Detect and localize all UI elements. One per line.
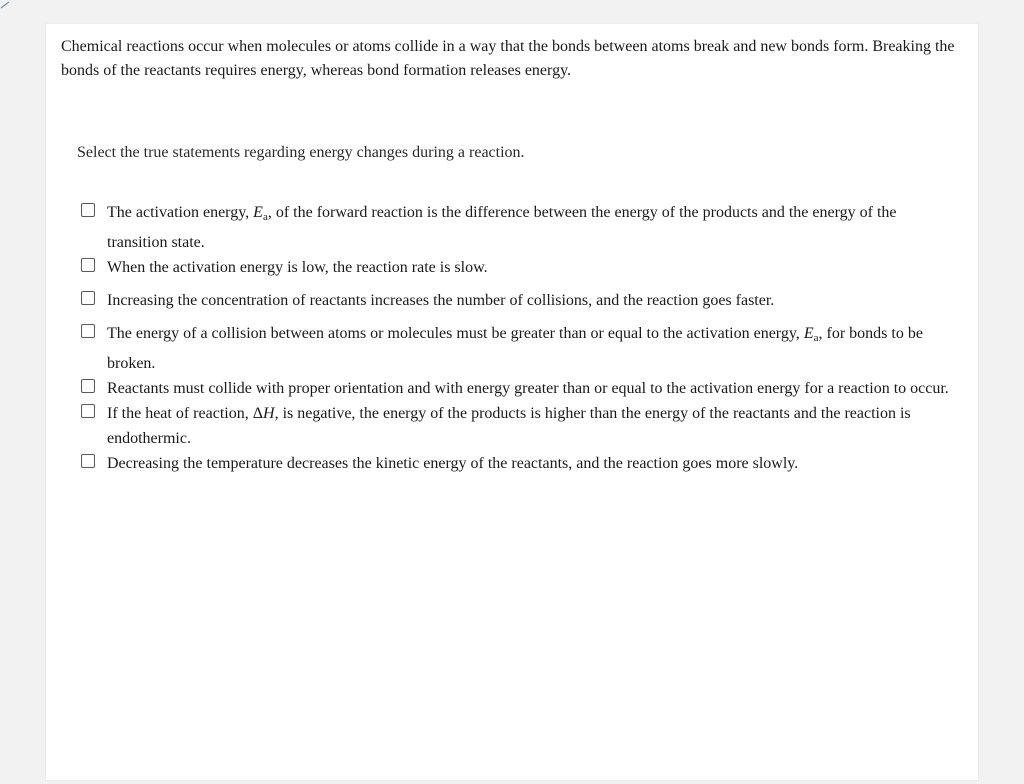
answer-options [80,200,950,484]
question-card [46,24,978,780]
checkbox[interactable] [81,404,95,418]
option-temperature[interactable] [80,451,950,476]
option-text: If the heat of reaction, ΔH, is negative, the energy of the products is higher than the energy of the reactants and the reaction is endothermic. [107,405,911,447]
option-text: Decreasing the temperature decreases the kinetic energy of the reactants, and the reaction goes more slowly. [107,455,799,472]
option-text: Increasing the concentration of reactants increases the number of collisions, and the reaction goes faster. [107,292,775,309]
option-heat-of-reaction[interactable] [80,401,950,451]
option-text: The activation energy, $E_a$, of the forward reaction is the difference between the energy of the products and the energy of the transition state. [107,204,897,251]
corner-chevron-icon [0,0,14,10]
option-concentration[interactable] [80,288,950,313]
option-low-activation-energy[interactable] [80,255,950,280]
option-text: Reactants must collide with proper orientation and with energy greater than or equal to the activation energy for a reaction to occur. [107,380,949,397]
option-activation-energy-definition[interactable] [80,200,950,255]
checkbox[interactable] [81,454,95,468]
option-text: The energy of a collision between atoms or molecules must be greater than or equal to the activation energy, $E_a$, for bonds to be broken. [107,325,923,372]
checkbox[interactable] [81,203,95,217]
intro-paragraph: Chemical reactions occur when molecules or atoms collide in a way that the bonds between atoms break and new bonds form. Breaking the bonds of the reactants requires energy, whereas bond formation releases energy. [61,38,955,79]
checkbox[interactable] [81,379,95,393]
option-orientation[interactable] [80,376,950,401]
option-collision-energy[interactable] [80,321,950,376]
checkbox[interactable] [81,258,95,272]
checkbox[interactable] [81,324,95,338]
option-text: When the activation energy is low, the reaction rate is slow. [107,259,488,276]
question-prompt: Select the true statements regarding energy changes during a reaction. [77,144,525,161]
checkbox[interactable] [81,291,95,305]
